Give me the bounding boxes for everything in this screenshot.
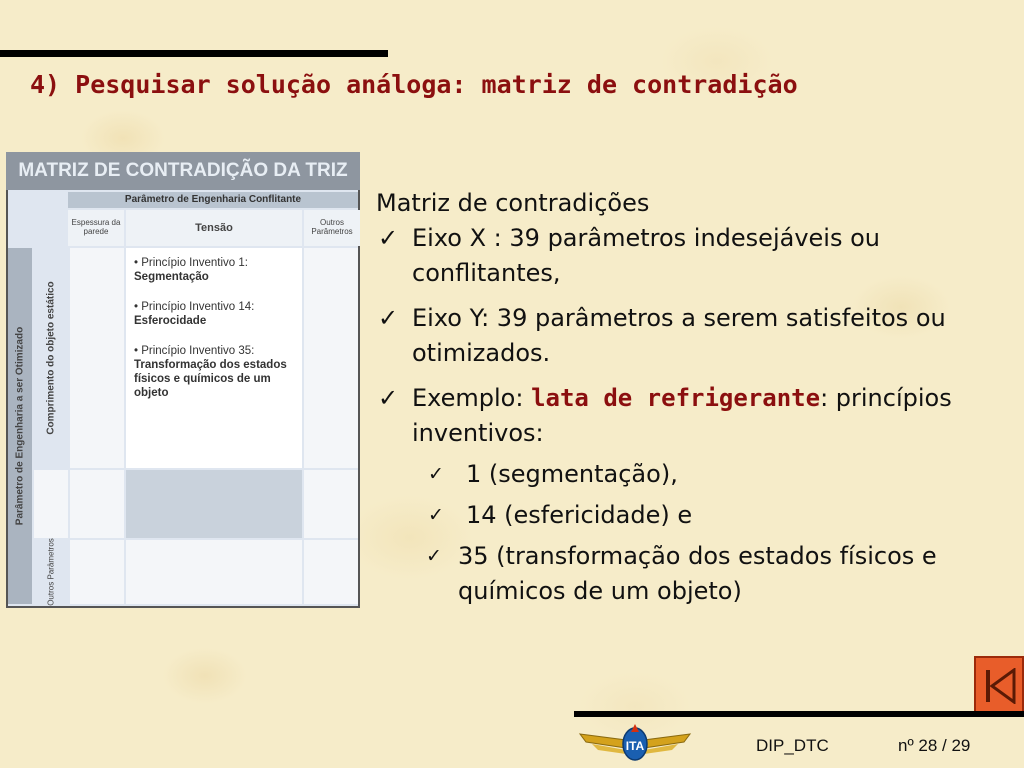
matrix-cell-empty [304,470,358,538]
slide-title: 4) Pesquisar solução análoga: matriz de contradição [30,70,798,99]
footer-course: DIP_DTC [756,736,829,755]
matrix-principle-1: • Princípio Inventivo 1: Segmentação [134,257,248,283]
matrix-param-header: Parâmetro de Engenharia Conflitante [68,192,358,208]
matrix-row-label: Comprimento do objeto estático [45,281,57,435]
example-prefix: Exemplo: [412,384,532,412]
logo-text: ITA [625,739,645,753]
matrix-cell-empty [126,540,302,604]
matrix-cell-empty [70,540,124,604]
example-highlight: lata de refrigerante [531,384,821,412]
bullets-heading: Matriz de contradições [376,189,650,217]
matrix-cell-empty [304,540,358,604]
sub-bullet-text: 1 (segmentação), [466,460,678,488]
sub-bullet-item [374,539,1014,609]
bullet-item [374,301,1014,371]
matrix-cell-empty [70,470,124,538]
check-icon: ✓ [378,304,399,332]
matrix-row-axis-label: Parâmetro de Engenharia a ser Otimizado [14,326,26,526]
matrix-col-header-3: Outros Parâmetros [304,210,360,246]
content-bullets [374,186,1014,609]
matrix-row-header [34,248,68,468]
matrix-col-header-1: Espessura da parede [68,210,124,246]
matrix-cell-empty [304,248,358,468]
matrix-principle-35: • Princípio Inventivo 35: Transformação dos estados físicos e químicos de um objeto [134,345,287,399]
bullet-item [374,221,1014,291]
check-icon: ✓ [426,545,442,567]
check-icon: ✓ [428,463,444,485]
matrix-title: MATRIZ DE CONTRADIÇÃO DA TRIZ [6,152,360,190]
matrix-row-axis [8,248,32,604]
matrix-bottom-row-label: Outros Parâmetros [46,538,56,606]
matrix-cell-shaded [126,470,302,538]
first-slide-button[interactable] [974,656,1024,714]
matrix-principle-14: • Princípio Inventivo 14: Esferocidade [134,301,255,327]
bullet-text: Eixo Y: 39 parâmetros a serem satisfeitos ou otimizados. [412,304,946,367]
matrix-bottom-row-header [34,540,68,604]
sub-bullet-text: 35 (transformação dos estados físicos e químicos de um objeto) [458,542,937,605]
matrix-cell-empty [70,248,124,468]
sub-bullet-item [374,457,1014,492]
check-icon: ✓ [428,504,444,526]
first-slide-icon [984,668,1016,704]
example-suffix: : princípios inventivos: [412,384,952,447]
footer-page-number: nº 28 / 29 [898,736,971,755]
matrix-cell-empty [34,470,68,538]
matrix-cell-principles [126,248,302,468]
check-icon: ✓ [378,224,399,252]
matrix-col-header-2: Tensão [126,210,302,246]
bullet-text: Eixo X : 39 parâmetros indesejáveis ou conflitantes, [412,224,880,287]
ita-logo-icon [578,720,692,764]
top-rule [0,50,388,57]
sub-bullet-text: 14 (esfericidade) e [466,501,693,529]
bullet-item-example [374,381,1014,451]
contradiction-matrix-image [6,152,366,612]
bottom-rule [574,711,1024,717]
check-icon: ✓ [378,384,399,412]
sub-bullet-item [374,498,1014,533]
